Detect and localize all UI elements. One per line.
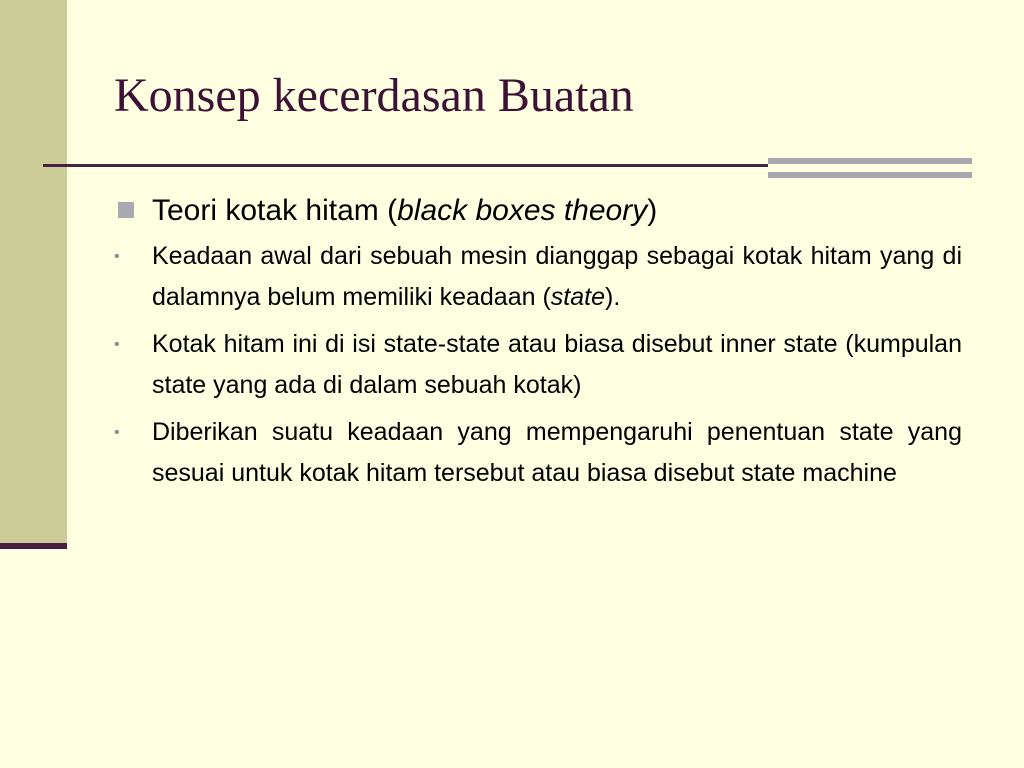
slide-title: Konsep kecerdasan Buatan	[114, 69, 634, 122]
bullet-item	[112, 412, 962, 494]
item-text-before: Keadaan awal dari sebuah mesin dianggap sebagai kotak hitam yang di dalamnya belum memiliki keadaan (	[152, 242, 962, 311]
title-rule-accent-top	[768, 158, 972, 164]
heading-text-after: )	[647, 194, 658, 227]
dot-bullet-icon: •	[114, 336, 120, 353]
bullet-item	[112, 236, 962, 318]
title-rule-accent-bottom	[768, 172, 972, 178]
bullet-heading	[112, 192, 962, 230]
left-decorative-bar	[0, 543, 67, 549]
heading-text-italic: black boxes theory	[397, 194, 648, 227]
dot-bullet-icon: •	[114, 424, 120, 441]
dot-bullet-icon: •	[114, 248, 120, 265]
item-text-after: ).	[605, 283, 621, 311]
bullet-item	[112, 324, 962, 406]
title-underline	[43, 164, 768, 167]
item-text: Diberikan suatu keadaan yang mempengaruhi penentuan state yang sesuai untuk kotak hitam tersebut atau biasa disebut state machine	[152, 418, 962, 487]
left-decorative-band	[0, 0, 67, 543]
square-bullet-icon	[118, 202, 134, 218]
heading-text-before: Teori kotak hitam (	[152, 194, 398, 227]
slide-body	[112, 192, 962, 500]
item-text-italic: state	[550, 283, 605, 311]
item-text: Kotak hitam ini di isi state-state atau biasa disebut inner state (kumpulan state yang ada di dalam sebuah kotak)	[152, 330, 962, 399]
